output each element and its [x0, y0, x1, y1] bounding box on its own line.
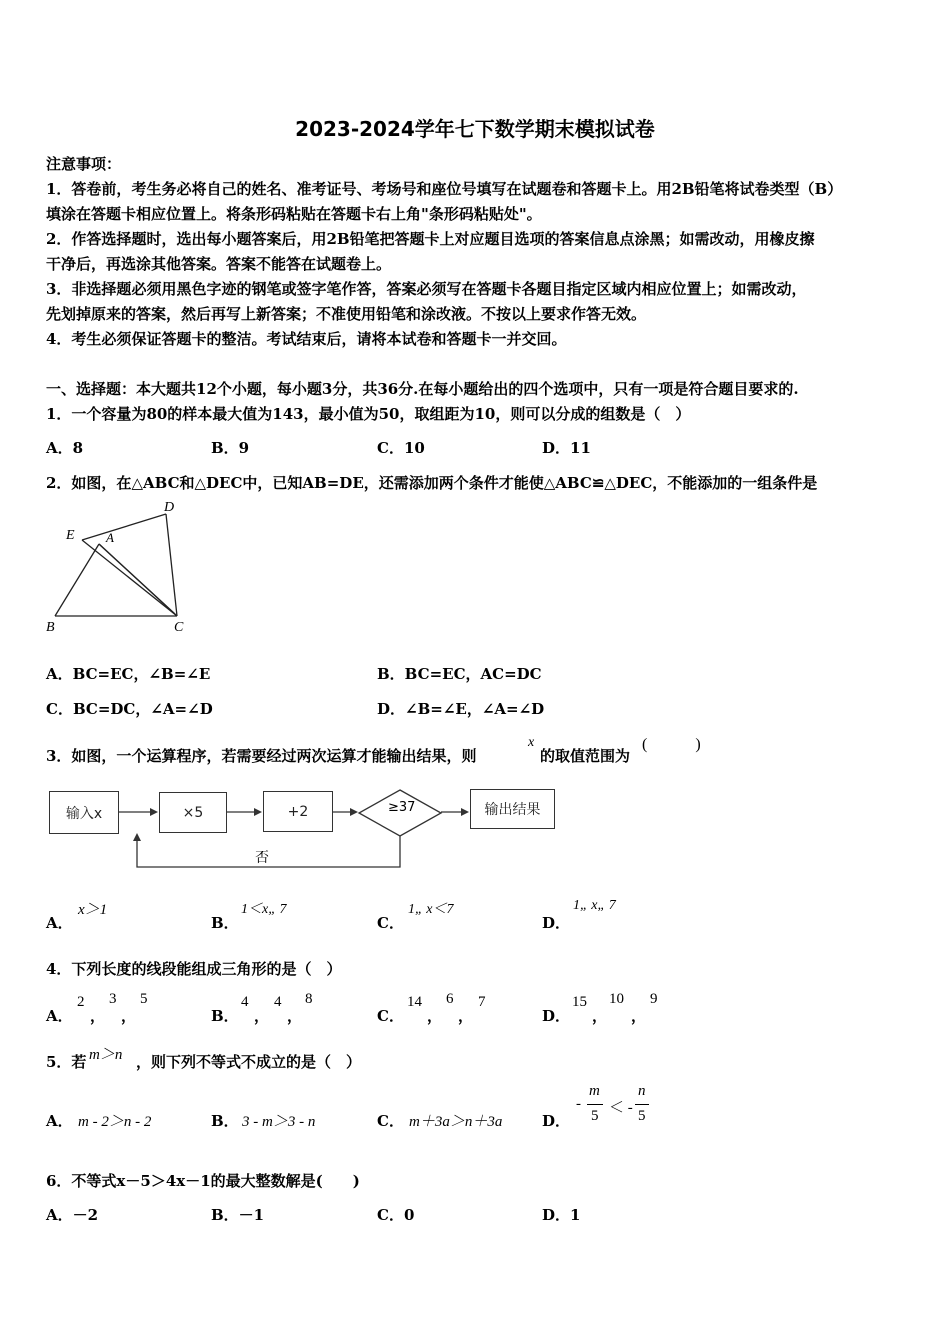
flow-add-box: +2: [263, 791, 333, 832]
option-c-value: 6: [446, 991, 454, 1007]
less-than-minus: ＜ -: [609, 1100, 633, 1116]
option-d-label: D．: [542, 1112, 571, 1130]
flow-condition: ≥37: [388, 800, 416, 815]
separator: ，: [427, 1007, 443, 1025]
fraction-denominator: 5: [591, 1108, 599, 1124]
option-a-value: 5: [140, 991, 148, 1007]
fraction-numerator: m: [589, 1083, 600, 1099]
triangle-figure: [40, 495, 200, 640]
notice-line: 填涂在答题卡相应位置上。将条形码粘贴在答题卡右上角"条形码粘贴处"。: [46, 205, 542, 223]
answer-parentheses: ( ): [642, 736, 701, 753]
option-b: B．9: [211, 439, 250, 457]
flow-multiply-box: ×5: [159, 792, 227, 833]
option-a: A．－2: [46, 1206, 99, 1224]
option-c-label: C．: [377, 1112, 404, 1130]
option-d: D．11: [542, 439, 591, 457]
option-c: C．0: [377, 1206, 415, 1224]
option-b-label: B．: [211, 1112, 239, 1130]
page-title: 2023-2024学年七下数学期末模拟试卷: [295, 117, 655, 141]
flow-input-box: 输入x: [49, 791, 119, 834]
question-stem: 6．不等式x－5＞4x－1的最大整数解是( ): [46, 1172, 360, 1190]
question-stem-end: ，则下列不等式不成立的是（ ）: [136, 1053, 362, 1071]
option-d: D．1: [542, 1206, 581, 1224]
label-b: B: [46, 620, 55, 635]
fraction-denominator: 5: [638, 1108, 646, 1124]
section-heading: 一、选择题：本大题共12个小题，每小题3分，共36分.在每小题给出的四个选项中，只有一项是符合题目要求的.: [46, 380, 799, 398]
separator: ，: [121, 1007, 137, 1025]
option-d-value: 10: [609, 991, 624, 1007]
variable-x: x: [528, 735, 535, 750]
option-c: C．BC=DC，∠A=∠D: [46, 700, 213, 718]
question-stem: 5．若: [46, 1053, 87, 1071]
fraction-bar: [587, 1104, 603, 1105]
option-c: 1„ x＜7: [408, 902, 454, 917]
option-d: 1„ x„ 7: [573, 898, 616, 913]
question-stem: 4．下列长度的线段能组成三角形的是（ ）: [46, 960, 342, 978]
question-stem: 2．如图，在△ABC和△DEC中，已知AB=DE，还需添加两个条件才能使△ABC≌△DEC，不能添加的一组条件是: [46, 474, 818, 492]
option-a-label: A．: [46, 1112, 73, 1130]
option-d-label: D．: [542, 914, 571, 932]
minus-sign: -: [576, 1096, 581, 1112]
option-c: m＋3a＞n＋3a: [409, 1114, 503, 1130]
option-b-value: 8: [305, 991, 313, 1007]
option-b: 1＜x„ 7: [241, 902, 287, 917]
option-b-value: 4: [241, 994, 249, 1010]
option-d-value: 15: [572, 994, 587, 1010]
notice-line: 先划掉原来的答案，然后再写上新答案；不准使用铅笔和涂改液。不按以上要求作答无效。: [46, 305, 647, 323]
option-a: m - 2＞n - 2: [78, 1114, 152, 1130]
option-c: C．10: [377, 439, 425, 457]
option-b: B．－1: [211, 1206, 265, 1224]
option-d-value: 9: [650, 991, 658, 1007]
separator: ，: [592, 1007, 608, 1025]
option-d-label: D．: [542, 1007, 571, 1025]
option-b-label: B．: [211, 1007, 239, 1025]
label-c: C: [174, 620, 184, 635]
option-c-label: C．: [377, 1007, 404, 1025]
notice-line: 2．作答选择题时，选出每小题答案后，用2B铅笔把答题卡上对应题目选项的答案信息点涂黑；如需改动，用橡皮擦: [46, 230, 815, 248]
separator: ，: [631, 1007, 647, 1025]
option-a-value: 3: [109, 991, 117, 1007]
option-a: A．8: [46, 439, 84, 457]
option-b-value: 4: [274, 994, 282, 1010]
notice-heading: 注意事项：: [46, 155, 122, 173]
option-c-value: 7: [478, 994, 486, 1010]
flowchart-arrows: [0, 780, 600, 880]
notice-line: 干净后，再选涂其他答案。答案不能答在试题卷上。: [46, 255, 392, 273]
option-d: D．∠B=∠E，∠A=∠D: [377, 700, 545, 718]
option-c-value: 14: [407, 994, 422, 1010]
separator: ，: [90, 1007, 106, 1025]
notice-line: 4．考生必须保证答题卡的整洁。考试结束后，请将本试卷和答题卡一并交回。: [46, 330, 567, 348]
notice-line: 3．非选择题必须用黑色字迹的钢笔或签字笔作答，答案必须写在答题卡各题目指定区域内相应位置上；如需改动，: [46, 280, 807, 298]
fraction-bar: [635, 1104, 649, 1105]
option-b: B．BC=EC，AC=DC: [377, 665, 542, 683]
flow-no-label: 否: [255, 850, 269, 866]
option-a-label: A．: [46, 914, 73, 932]
notice-line: 1．答卷前，考生务必将自己的姓名、准考证号、考场号和座位号填写在试题卷和答题卡上。用2B铅笔将试卷类型（B）: [46, 180, 843, 198]
option-a: A．BC=EC，∠B=∠E: [46, 665, 211, 683]
option-a: x＞1: [78, 902, 108, 918]
option-a-label: A．: [46, 1007, 73, 1025]
option-b-label: B．: [211, 914, 239, 932]
condition: m＞n: [89, 1047, 123, 1063]
label-d: D: [164, 500, 175, 515]
option-c-label: C．: [377, 914, 404, 932]
separator: ，: [287, 1007, 303, 1025]
question-stem: 3．如图，一个运算程序，若需要经过两次运算才能输出结果，则: [46, 747, 477, 765]
separator: ，: [254, 1007, 270, 1025]
question-stem-end: 的取值范围为: [540, 747, 631, 765]
flow-output-box: 输出结果: [470, 789, 555, 829]
separator: ，: [458, 1007, 474, 1025]
label-e: E: [66, 528, 75, 543]
fraction-numerator: n: [638, 1083, 646, 1099]
question-stem: 1．一个容量为80的样本最大值为143，最小值为50，取组距为10，则可以分成的组数是（ ）: [46, 405, 691, 423]
option-b: 3 - m＞3 - n: [242, 1114, 316, 1130]
label-a: A: [106, 530, 114, 545]
option-a-value: 2: [77, 994, 85, 1010]
